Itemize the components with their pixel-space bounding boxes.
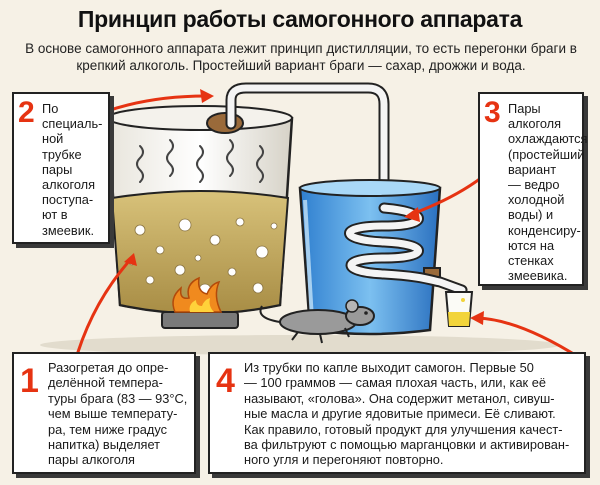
page-title: Принцип работы самогонного аппарата bbox=[77, 6, 523, 32]
step-3-text: Пары алкоголя охлаждаются (простейший вариант — ведро холодной воды) и конденсиру- ются на стенках змеевика. bbox=[508, 101, 588, 284]
step-3-number: 3 bbox=[484, 96, 501, 129]
step-1-box bbox=[12, 352, 196, 474]
step-4-box bbox=[208, 352, 586, 474]
still-pot-icon bbox=[108, 106, 292, 314]
step-3-box bbox=[478, 92, 588, 286]
step-1-text: Разогретая до опре- делённой темпера- туры брага (83 — 93°С, чем выше температу- ра, тем ниже градус напитка) выделяет пары алкоголя bbox=[48, 360, 188, 468]
step-2-number: 2 bbox=[18, 96, 35, 129]
step-2-box bbox=[12, 92, 110, 244]
step-4-number: 4 bbox=[216, 362, 235, 400]
glass-icon bbox=[446, 292, 472, 326]
step-2-text: По специаль- ной трубке пары алкоголя поступа- ют в змеевик. bbox=[42, 101, 103, 238]
step-1-number: 1 bbox=[20, 362, 39, 400]
intro-text: В основе самогонного аппарата лежит принцип дистилляции, то есть перегонки браги в крепкий алкоголь. Простейший вариант браги — сахар, дрожжи и вода. bbox=[25, 41, 577, 73]
step-4-text: Из трубки по капле выходит самогон. Первые 50 — 100 граммов — самая плохая часть, или, как её называют, «голова». Она содержит метанол, сивуш- ные масла и другие ядовитые примеси. Её сливают. Как правило, готовый продукт для улучшения качест- ва фильтруют с помощью марганцовки и активирован- ного угля и перегоняют повторно. bbox=[244, 360, 570, 468]
